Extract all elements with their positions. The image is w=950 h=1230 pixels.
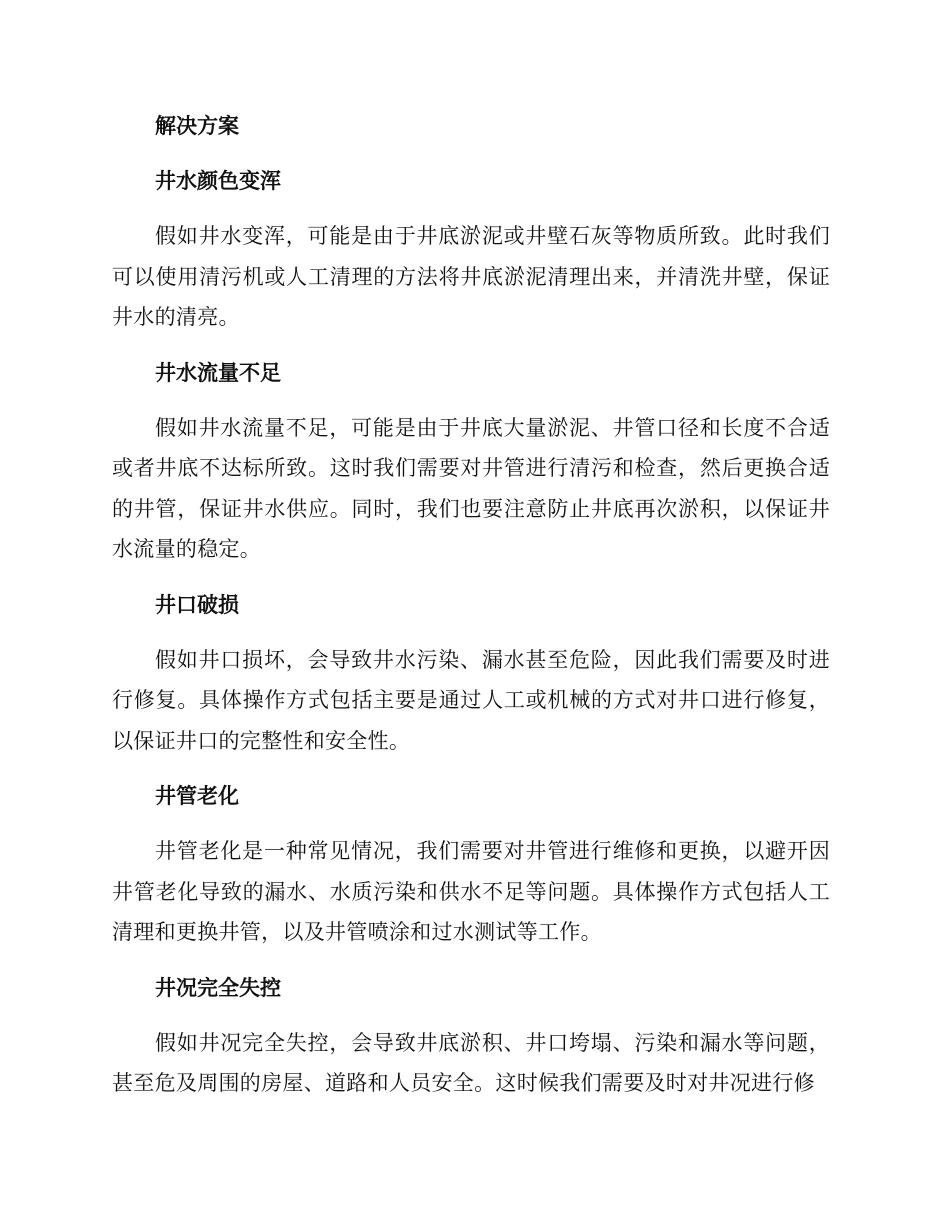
document-page (112, 106, 830, 1119)
section-heading-turbid-water: 井水颜色变浑 (155, 169, 281, 193)
section-body-aging-pipe: 井管老化是一种常见情况，我们需要对井管进行维修和更换，以避开因井管老化导致的漏水、水质污染和供水不足等问题。具体操作方式包括人工清理和更换井管，以及井管喷涂和过水测试等工作。 (112, 839, 830, 944)
document-title: 解决方案 (155, 114, 239, 138)
section-body-out-of-control: 假如井况完全失控，会导致井底淤积、井口垮塌、污染和漏水等问题，甚至危及周围的房屋、道路和人员安全。这时候我们需要及时对井况进行修 (112, 1030, 830, 1095)
section-heading-damaged-wellhead: 井口破损 (155, 592, 239, 617)
section-body-turbid-water: 假如井水变浑，可能是由于井底淤泥或井壁石灰等物质所致。此时我们可以使用清污机或人工清理的方法将井底淤泥清理出来，并清洗井壁，保证井水的清亮。 (112, 224, 830, 329)
section-body-damaged-wellhead: 假如井口损坏，会导致井水污染、漏水甚至危险，因此我们需要及时进行修复。具体操作方式包括主要是通过人工或机械的方式对井口进行修复，以保证井口的完整性和安全性。 (112, 647, 830, 753)
section-heading-out-of-control: 井况完全失控 (155, 975, 281, 1000)
section-heading-aging-pipe: 井管老化 (155, 784, 239, 808)
section-heading-low-flow: 井水流量不足 (155, 360, 281, 385)
section-body-low-flow: 假如井水流量不足，可能是由于井底大量淤泥、井管口径和长度不合适或者井底不达标所致。这时我们需要对井管进行清污和检查，然后更换合适的井管，保证井水供应。同时，我们也要注意防止井底再次淤积，以保证井水流量的稳定。 (112, 415, 830, 561)
